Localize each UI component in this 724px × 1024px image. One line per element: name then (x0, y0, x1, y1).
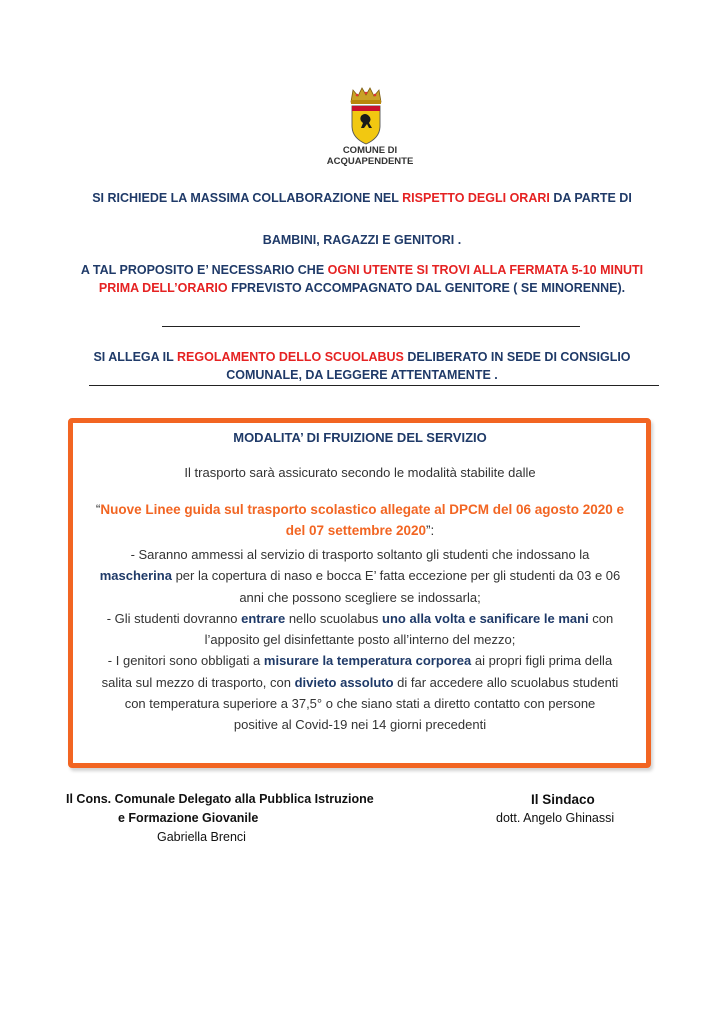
rule-line: mascherina per la copertura di naso e bocca E’ fatta eccezione per gli studenti da 03 e 06 (99, 568, 621, 584)
left-signatory-role2: e Formazione Giovanile (118, 811, 259, 825)
right-signatory-role: Il Sindaco (531, 792, 595, 807)
notice-line-1: SI RICHIEDE LA MASSIMA COLLABORAZIONE NEL RISPETTO DEGLI ORARI DA PARTE DI (92, 191, 632, 205)
left-signatory-name: Gabriella Brenci (157, 830, 246, 844)
notice-line-5: SI ALLEGA IL REGOLAMENTO DELLO SCUOLABUS DELIBERATO IN SEDE DI CONSIGLIO (93, 350, 631, 364)
rule-line: l’apposito gel disinfettante posto all’interno del mezzo; (204, 632, 516, 648)
rule-line: con temperatura superiore a 37,5° o che siano stati a diretto contatto con persone (124, 696, 596, 712)
guidelines-quote: “Nuove Linee guida sul trasporto scolastico allegate al DPCM del 06 agosto 2020 e del 07 settembre 2020”: (95, 502, 625, 538)
divider-long (89, 385, 659, 386)
right-signatory-name: dott. Angelo Ghinassi (496, 811, 615, 825)
notice-line-6: COMUNALE, DA LEGGERE ATTENTAMENTE . (226, 368, 498, 382)
left-signatory-role1: Il Cons. Comunale Delegato alla Pubblica Istruzione (66, 792, 374, 806)
rule-line: - Gli studenti dovranno entrare nello scuolabus uno alla volta e sanificare le mani con (106, 610, 614, 626)
notice-line-4: PRIMA DELL’ORARIO FPREVISTO ACCOMPAGNATO DAL GENITORE ( SE MINORENNE). (98, 281, 626, 295)
divider-short (162, 326, 580, 327)
rule-line: anni che possono scegliere se indossarla; (239, 589, 481, 605)
municipal-crest-logo (343, 86, 389, 146)
crest-caption-line2: ACQUAPENDENTE (326, 156, 414, 167)
box-title: MODALITA’ DI FRUIZIONE DEL SERVIZIO (233, 430, 487, 445)
crest-caption (320, 145, 420, 167)
notice-line-3: A TAL PROPOSITO E’ NECESSARIO CHE OGNI UTENTE SI TROVI ALLA FERMATA 5-10 MINUTI (80, 263, 644, 277)
rules-list (80, 544, 640, 736)
rule-line: positive al Covid-19 nei 14 giorni precedenti (233, 717, 487, 733)
rule-line: - I genitori sono obbligati a misurare la temperatura corporea ai propri figli prima della (107, 653, 613, 669)
rule-line: salita sul mezzo di trasporto, con divieto assoluto di far accedere allo scuolabus studenti (101, 674, 619, 690)
crest-caption-line1: COMUNE DI (342, 145, 398, 156)
box-intro: Il trasporto sarà assicurato secondo le modalità stabilite dalle (184, 465, 536, 480)
notice-line-2: BAMBINI, RAGAZZI E GENITORI . (262, 233, 462, 247)
rule-line: - Saranno ammessi al servizio di trasporto soltanto gli studenti che indossano la (130, 547, 590, 562)
